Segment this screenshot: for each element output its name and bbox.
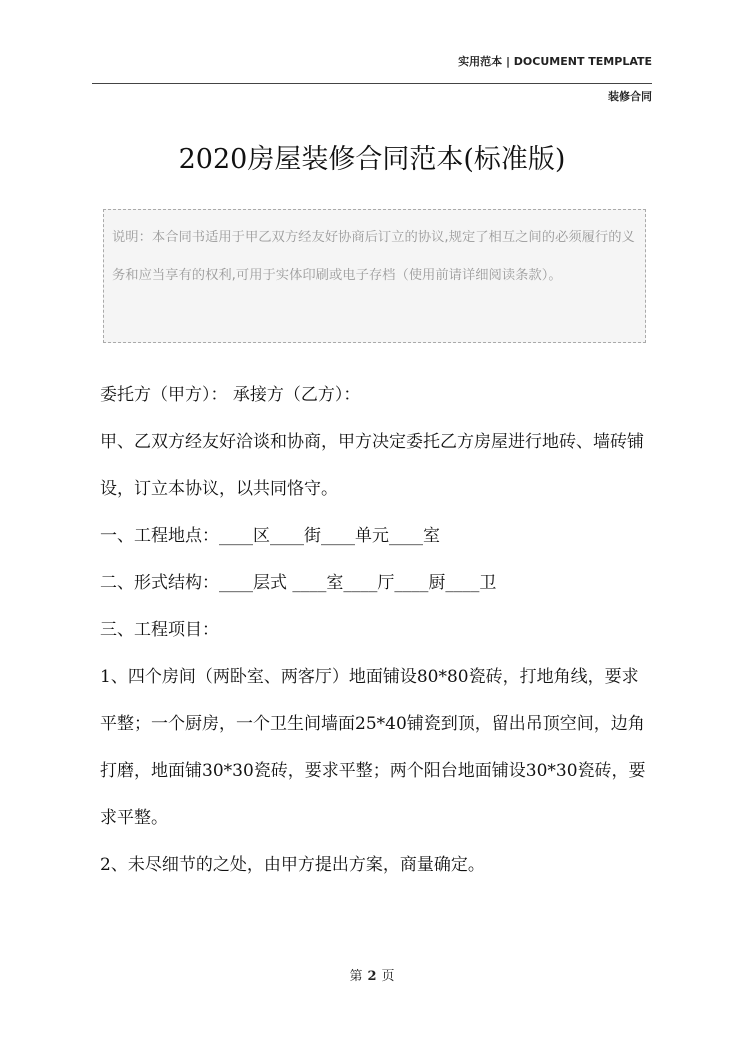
header-category-label: 装修合同 xyxy=(608,90,652,103)
paragraph-item-2: 2、未尽细节的之处，由甲方提出方案，商量确定。 xyxy=(100,855,485,875)
note-text: 说明：本合同书适用于甲乙双方经友好协商后订立的协议,规定了相互之间的必须履行的义务和应当享有的权利,可用于实体印刷或电子存档（使用前请详细阅读条款）。 xyxy=(112,230,635,283)
header-top-label: 实用范本 | DOCUMENT TEMPLATE xyxy=(458,55,652,68)
note-box xyxy=(103,209,646,343)
document-title: 2020房屋装修合同范本(标准版) xyxy=(178,144,566,175)
page-footer xyxy=(0,965,744,984)
header-divider xyxy=(92,83,652,84)
paragraph-items-heading: 三、工程项目： xyxy=(100,620,219,640)
paragraph-item-1: 1、四个房间（两卧室、两客厅）地面铺设80*80瓷砖，打地角线，要求平整；一个厨房，一个卫生间墙面25*40铺瓷到顶，留出吊顶空间，边角打磨，地面铺30*30瓷砖，要求平整；两个阳台地面铺设30*30瓷砖，要求平整。 xyxy=(100,667,646,828)
page-number: 2 xyxy=(367,969,377,984)
page-suffix: 页 xyxy=(381,969,395,984)
paragraph-location: 一、工程地点：____区____街____单元____室 xyxy=(100,526,440,546)
page-prefix: 第 xyxy=(349,969,363,984)
document-body xyxy=(100,372,648,889)
paragraph-intro: 甲、乙双方经友好洽谈和协商，甲方决定委托乙方房屋进行地砖、墙砖铺设，订立本协议，以共同恪守。 xyxy=(100,432,644,499)
paragraph-parties: 委托方（甲方）： 承接方（乙方）： xyxy=(100,385,361,405)
paragraph-structure: 二、形式结构：____层式 ____室____厅____厨____卫 xyxy=(100,573,497,593)
